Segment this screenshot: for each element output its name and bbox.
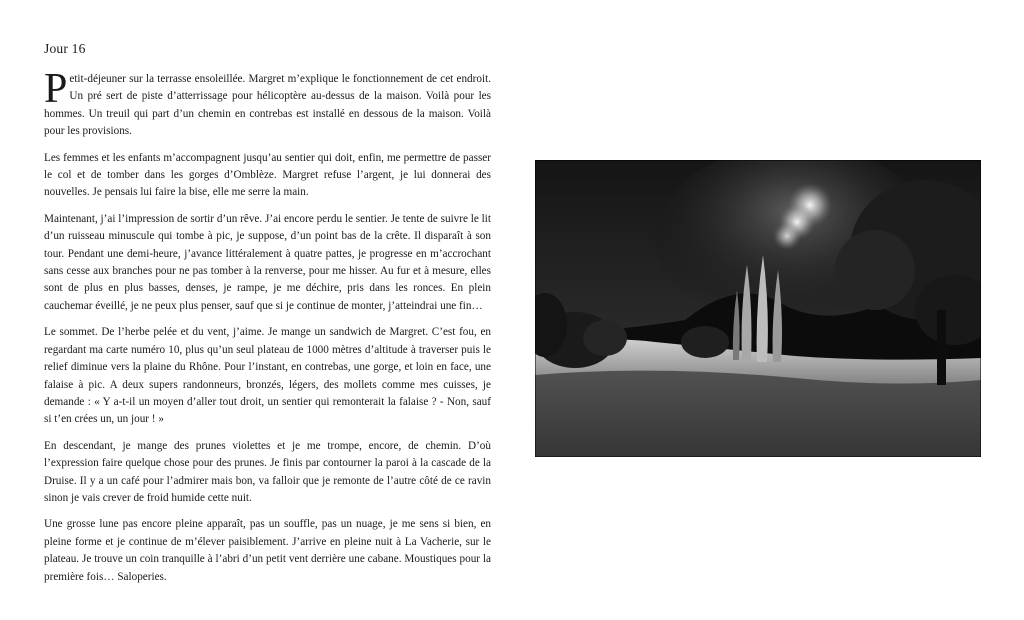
sun-flare-echo-2	[773, 222, 801, 250]
foreground-grass	[535, 371, 981, 457]
paragraph-2: Les femmes et les enfants m’accompagnent jusqu’au sentier qui doit, enfin, me permettre de passer le col et de tomber dans les gorges d’Omblèze. Margret refuse l’argent, je lui donnerai des nouvelles. Je pensais lui faire la bise, elle me serre la main.	[44, 151, 491, 199]
landscape-photo	[535, 160, 981, 457]
paragraph-1	[44, 66, 491, 141]
page-title: Jour 16	[44, 41, 86, 56]
paragraph-4: Le sommet. De l’herbe pelée et du vent, j’aime. Je mange un sandwich de Margret. C’est fou, en regardant ma carte numéro 10, plus qu’un seul plateau de 1000 mètres d’altitude à traverser puis le relief diminue vers la plaine du Rhône. Pour l’instant, en contrebas, une gorge, et loin en face, une falaise à pic. A deux supers randonneurs, bronzés, légers, des mollets comme mes cuisses, je demande : « Y a-t-il un moyen d’aller tout droit, un sentier qui remonterait la falaise ? - Non, sauf si t’en crées un, un jour ! »	[44, 326, 491, 426]
landscape-photo-drawing	[535, 160, 981, 457]
paragraph-3: Maintenant, j’ai l’impression de sortir d’un rêve. J’ai encore perdu le sentier. Je tente de suivre le lit d’un ruisseau minuscule qui tombe à pic, je suppose, d’un point bas de la crête. Il disparaît à son tour. Pendant une demi-heure, j’avance littéralement à quatre pattes, je progresse en m’accrochant sans cesse aux branches pour ne pas tomber à la renverse, pour me hisser. Au fur et à mesure, elles sont de plus en plus basses, denses, je rampe, je me déchire, pris dans les ronces. En plein cauchemar éveillé, je ne peux plus penser, sauf que si je continue de monter, j’atteindrai une fin…	[44, 212, 491, 312]
paragraph-1-text: etit-déjeuner sur la terrasse ensoleillée. Margret m’explique le fonctionnement de cet endroit. Un pré sert de piste d’atterrissage pour hélicoptère au-dessus de la maison. Voilà pour les hommes. Un treuil qui part d’un chemin en contrebas est installé en dessous de la maison. Voilà pour les provisions.	[44, 73, 491, 138]
paragraph-6: Une grosse lune pas encore pleine apparaît, pas un souffle, pas un nuage, je me sens si bien, en pleine forme et je continue de m’élever paisiblement. J’arrive en pleine nuit à La Vacherie, sur le plateau. Je trouve un coin tranquille à l’abri d’un petit vent derrière une cabane. Moustiques pour la première fois… Saloperies.	[44, 518, 491, 583]
story-text	[44, 66, 491, 595]
paragraph-5: En descendant, je mange des prunes violettes et je me trompe, encore, de chemin. D’où l’expression faire quelque chose pour des prunes. Je finis par contourner la paroi à la cascade de la Druise. Il y a un café pour l’admirer mais bon, va falloir que je remonte de l’autre côté de ce ravin sinon je vais crever de froid humide cette nuit.	[44, 439, 491, 504]
drop-cap: P	[44, 66, 68, 112]
